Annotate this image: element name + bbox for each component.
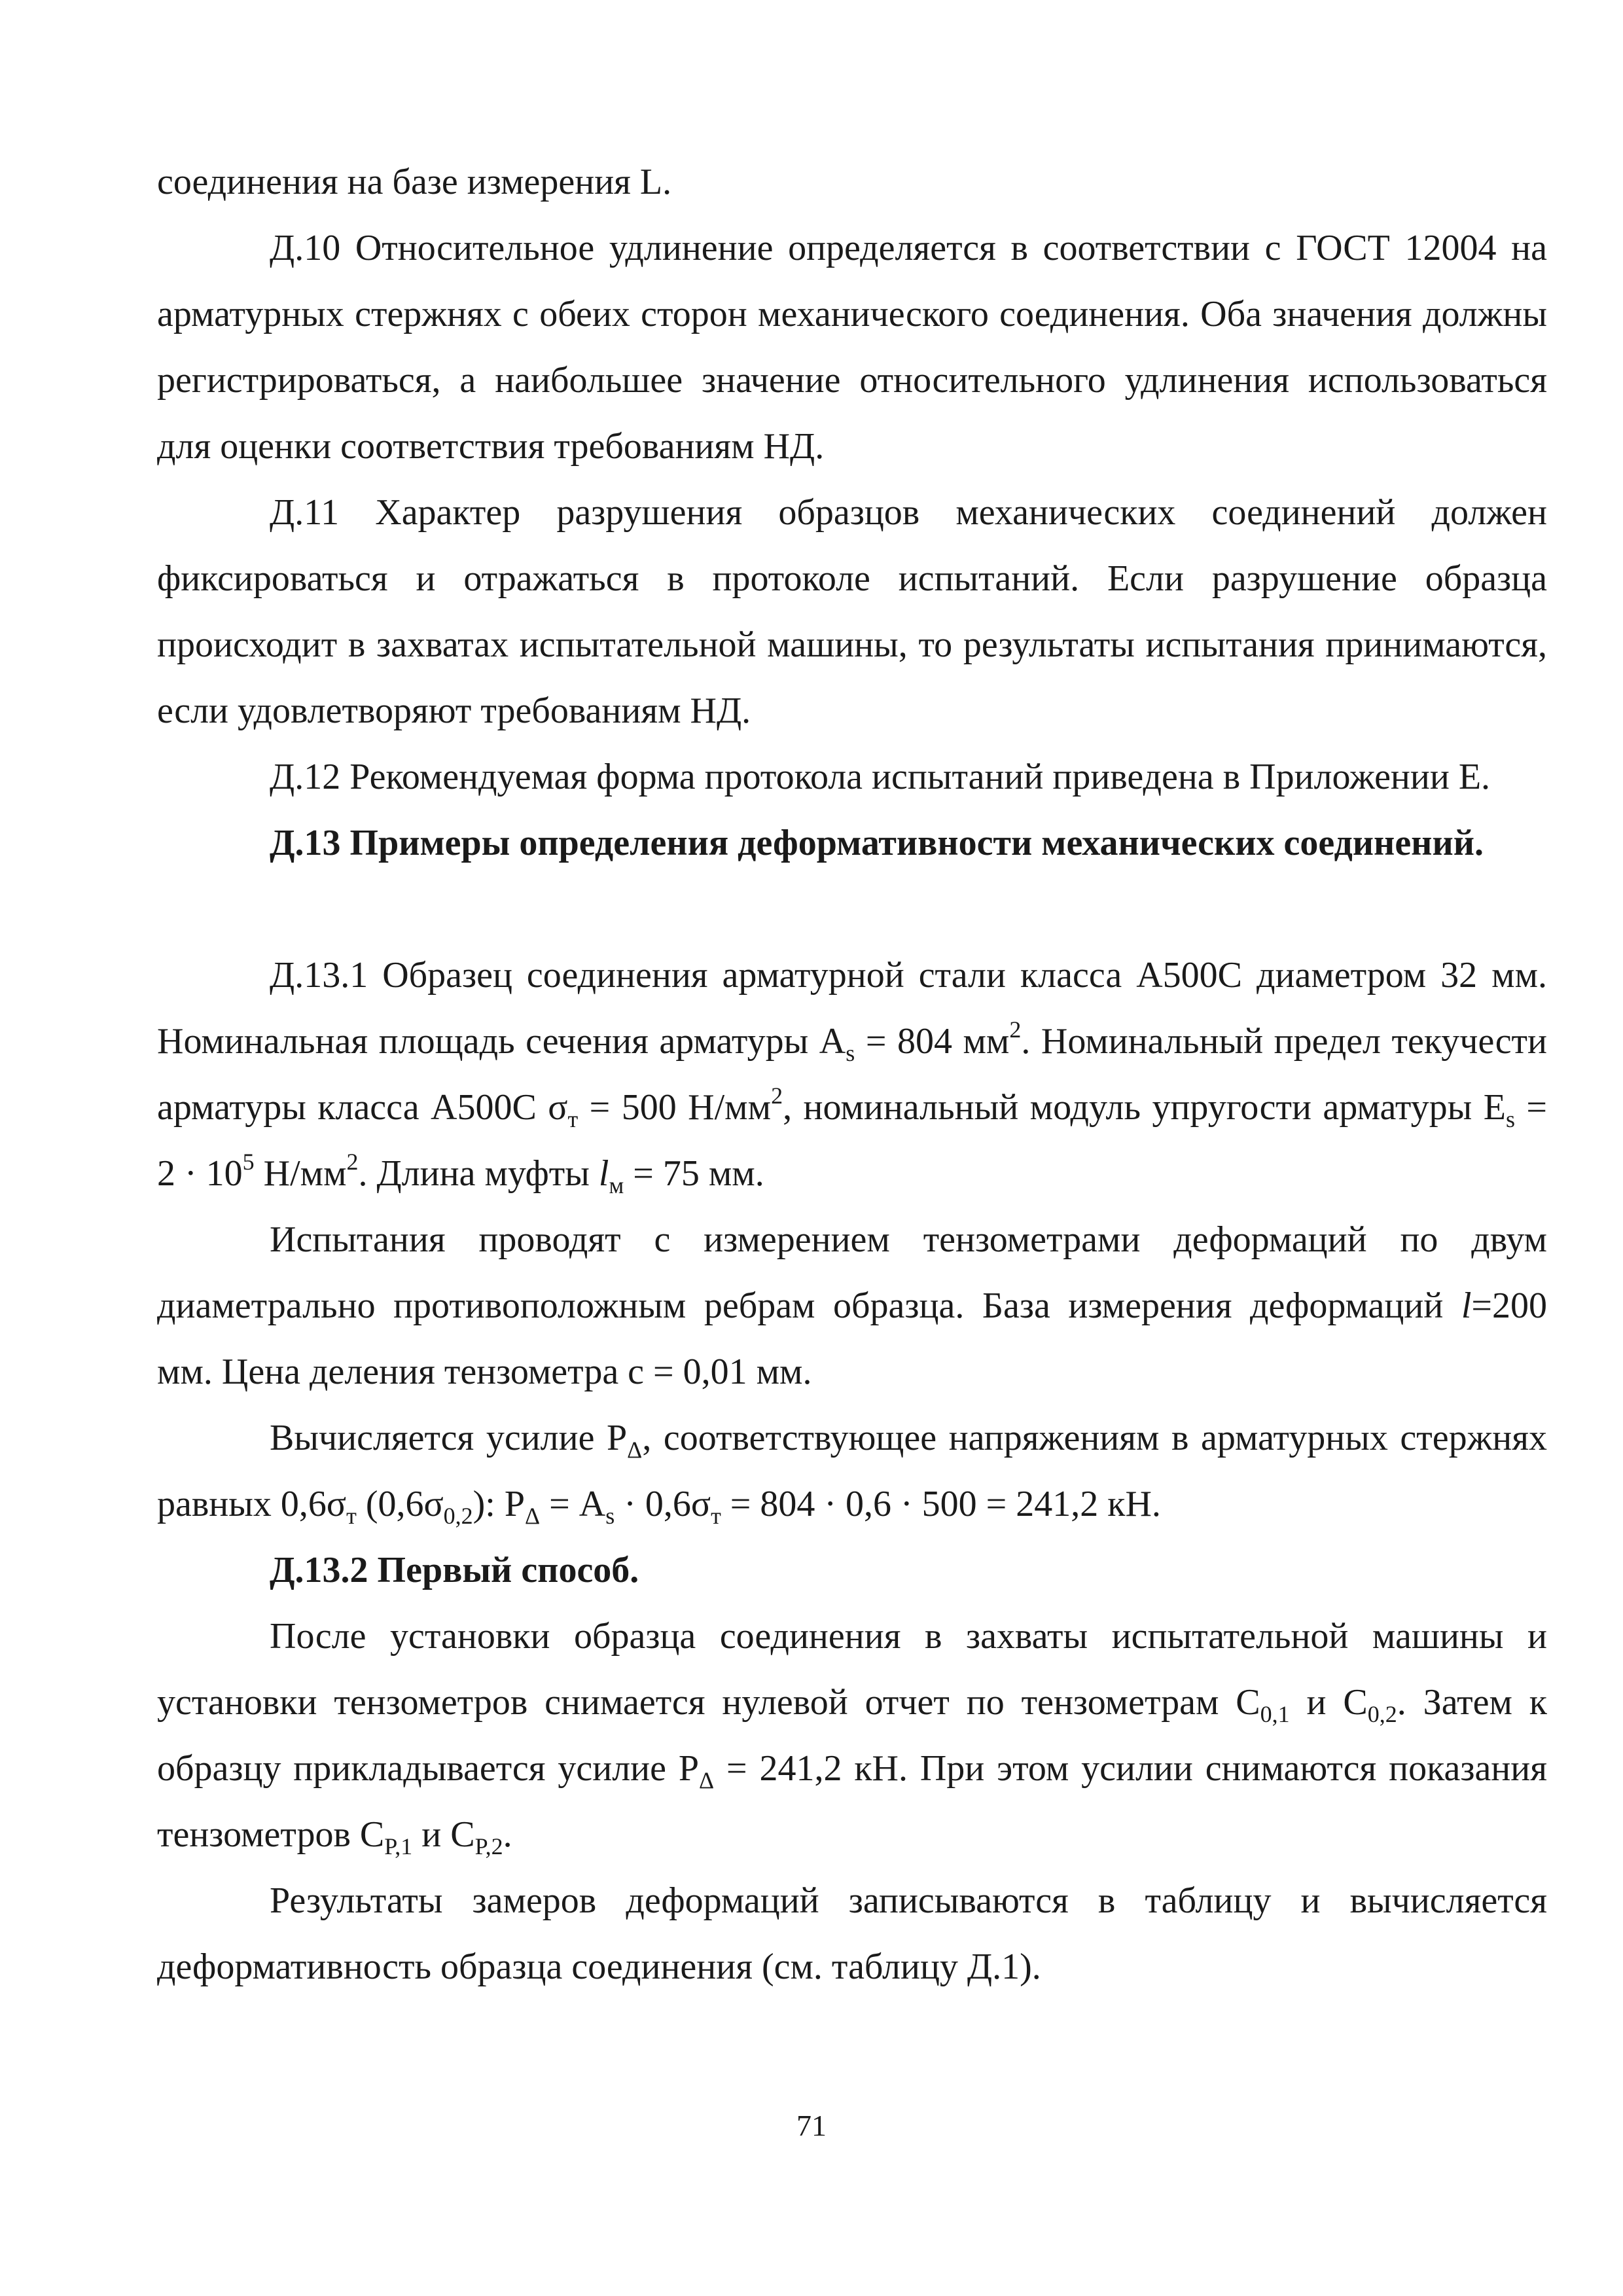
paragraph-d13-1 [157,942,1547,1207]
p5-text-a: Испытания проводят с измерением тензометрами деформаций по двум диаметрально противоположным ребрам образца. База измерения деформаций [157,1219,1547,1326]
p4-sup-f: 5 [242,1149,255,1175]
p7-text-b: и C [1289,1682,1368,1723]
paragraph-results: Результаты замеров деформаций записываются в таблицу и вычисляется деформативность образца соединения (см. таблицу Д.1). [157,1880,1547,1987]
p7-sub-e: P,2 [474,1833,503,1859]
p7-text-a: После установки образца соединения в захваты испытательной машины и установки тензометров снимается нулевой отчет по тензометрам C [157,1616,1547,1723]
p4-text-e: , номинальный модуль упругости арматуры E [783,1087,1506,1128]
p4-text-h: . Длина муфты [358,1153,599,1194]
p7-text-c: . Затем к образцу прикладывается усилие P [157,1682,1547,1789]
p7-sub-a: 0,1 [1260,1701,1290,1727]
p4-text-g: Н/мм [254,1153,347,1194]
p6-text-g: = 804 · 0,6 · 500 = 241,2 кН. [721,1484,1161,1524]
p4-sub-e: s [1505,1106,1515,1132]
section-heading-d13-2: Д.13.2 Первый способ. [270,1550,639,1590]
p6-text-a: Вычисляется усилие P [270,1418,628,1458]
p6-text-e: = A [540,1484,606,1524]
p4-italic-l: l [598,1153,609,1194]
p5-text-b: =200 мм. Цена деления тензометра с = 0,01 мм. [157,1285,1547,1392]
p6-text-d: ): P [473,1484,526,1524]
p7-text-e: и C [412,1814,475,1855]
page-body [157,149,1547,2000]
p4-sub-a: s [846,1040,855,1066]
p4-sup-g: 2 [346,1149,359,1175]
paragraph-d10: Д.10 Относительное удлинение определяется в соответствии с ГОСТ 12004 на арматурных стержнях с обеих сторон механического соединения. Оба значения должны регистрироваться, а наибольшее значение относительного удлинения использоваться для оценки соответствия требованиям НД. [157,228,1547,467]
p4-text-a: Д.13.1 Образец соединения арматурной стали класса А500С диаметром 32 мм. Номинальная площадь сечения арматуры A [157,955,1547,1062]
p6-sub-c: 0,2 [443,1503,473,1529]
p4-text-i: = 75 мм. [624,1153,764,1194]
p6-text-f: · 0,6σ [615,1484,711,1524]
p7-text-d: = 241,2 кН. При этом усилии снимаются показания тензометров C [157,1748,1547,1855]
p4-text-f: = 2 · 10 [157,1087,1547,1194]
p6-sub-d: Δ [525,1503,541,1529]
p6-text-c: (0,6σ [356,1484,444,1524]
p5-italic-l: l [1461,1285,1472,1326]
paragraph-d12: Д.12 Рекомендуемая форма протокола испытаний приведена в Приложении Е. [270,757,1491,797]
paragraph-testing [157,1207,1547,1405]
p4-sub-c: т [567,1106,579,1132]
paragraph-force-calc [157,1405,1547,1537]
p7-sub-d: P,1 [384,1833,413,1859]
p4-sup-d: 2 [771,1083,783,1109]
paragraph-continuation: соединения на базе измерения L. [157,162,672,202]
p6-sub-f: т [711,1503,721,1529]
p4-text-d: = 500 Н/мм [578,1087,772,1128]
p4-text-b: = 804 мм [855,1021,1010,1062]
paragraph-first-method [157,1604,1547,1868]
section-heading-d13: Д.13 Примеры определения деформативности механических соединений. [270,823,1484,863]
p4-sub-l: м [609,1172,624,1198]
p4-text-c: . Номинальный предел текучести арматуры класса А500С σ [157,1021,1547,1128]
p7-sub-c: Δ [699,1767,715,1793]
p4-sup-b: 2 [1009,1016,1022,1043]
p6-sub-a: Δ [627,1437,643,1463]
p6-sub-b: т [346,1503,357,1529]
paragraph-d11: Д.11 Характер разрушения образцов механических соединений должен фиксироваться и отражаться в протоколе испытаний. Если разрушение образца происходит в захватах испытательной машины, то результаты испытания принимаются, если удовлетворяют требованиям НД. [157,492,1547,731]
p6-text-b: , соответствующее напряжениям в арматурных стержнях равных 0,6σ [157,1418,1547,1524]
p6-sub-e: s [605,1503,615,1529]
page-number: 71 [796,2109,827,2142]
p7-sub-b: 0,2 [1367,1701,1397,1727]
p7-text-f: . [503,1814,512,1855]
